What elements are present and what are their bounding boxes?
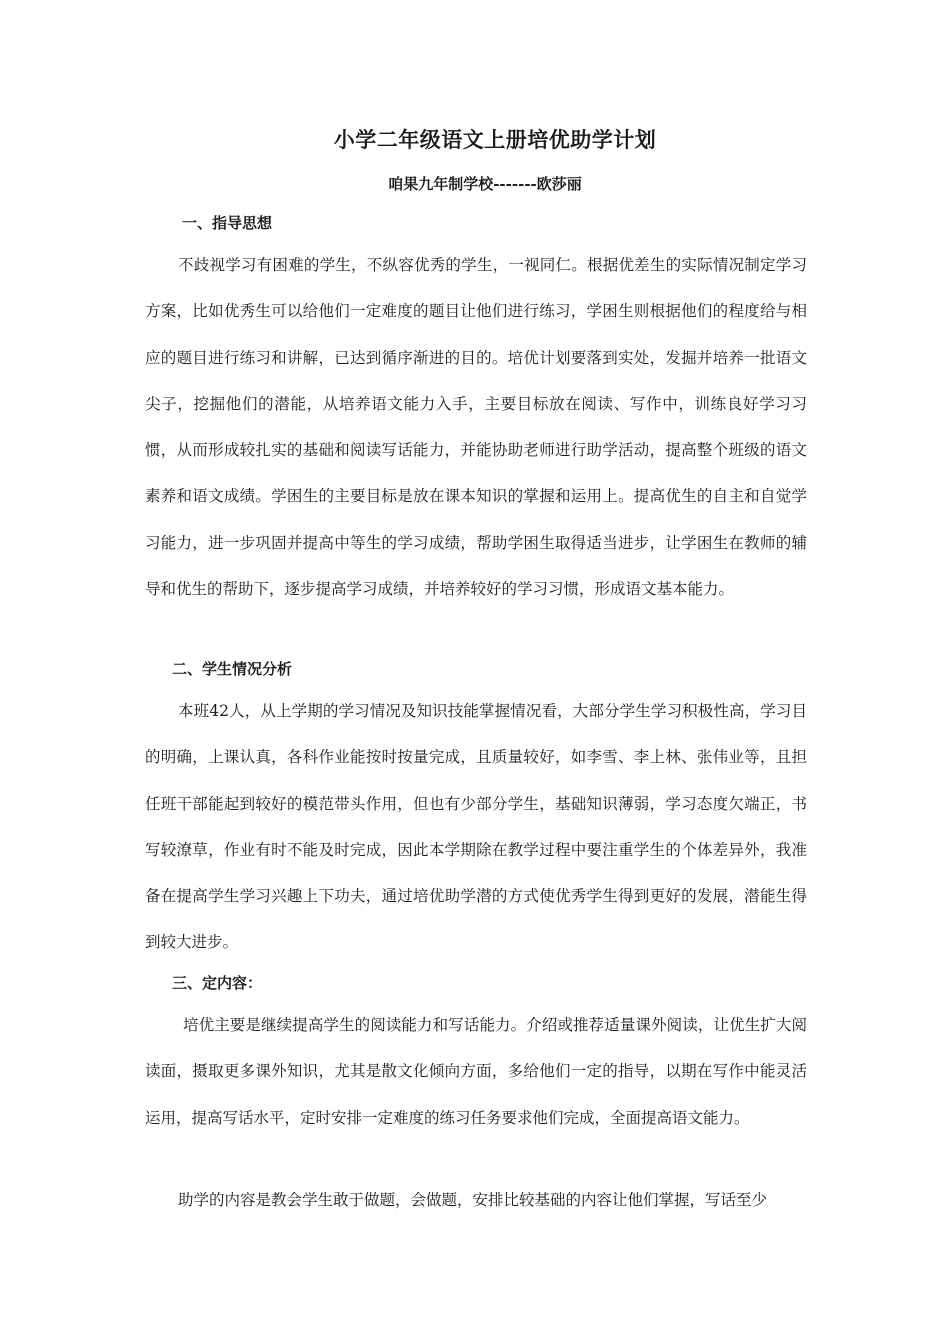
document-title: 小学二年级语文上册培优助学计划 [333,127,657,152]
paragraph-student-analysis: 本班42人，从上学期的学习情况及知识技能掌握情况看，大部分学生学习积极性高，学习目的明确，上课认真，各科作业能按时按量完成，且质量较好，如李雪、李上林、张伟业等，且担任班干部能起到较好的模范带头作用，但也有少部分学生，基础知识薄弱，学习态度欠端正，书写较潦草，作业有时不能及时完成，因此本学期除在教学过程中要注重学生的个体差异外，我准备在提高学生学习兴趣上下功夫，通过培优助学潜的方式使优秀学生得到更好的发展，潜能生得到较大进步。 [145,702,807,952]
document-author-line: 咱果九年制学校-------欧莎丽 [388,175,582,193]
section-heading-student-analysis: 二、学生情况分析 [172,660,293,678]
section-heading-content: 三、定内容： [172,974,263,992]
section-heading-guiding-ideology: 一、指导思想 [182,214,273,232]
paragraph-content-support: 助学的内容是教会学生敢于做题，会做题，安排比较基础的内容让他们掌握，写话至少 [178,1191,768,1209]
paragraph-content-enrichment: 培优主要是继续提高学生的阅读能力和写话能力。介绍或推荐适量课外阅读，让优生扩大阅读面，摄取更多课外知识，尤其是散文化倾向方面，多给他们一定的指导，以期在写作中能灵活运用，提高写话水平，定时安排一定难度的练习任务要求他们完成，全面提高语文能力。 [145,1016,807,1127]
paragraph-guiding-ideology: 不歧视学习有困难的学生，不纵容优秀的学生，一视同仁。根据优差生的实际情况制定学习方案，比如优秀生可以给他们一定难度的题目让他们进行练习，学困生则根据他们的程度给与相应的题目进行练习和讲解，已达到循序渐进的目的。培优计划要落到实处，发掘并培养一批语文尖子，挖掘他们的潜能，从培养语文能力入手，主要目标放在阅读、写作中，训练良好学习习惯，从而形成较扎实的基础和阅读写话能力，并能协助老师进行助学活动，提高整个班级的语文素养和语文成绩。学困生的主要目标是放在课本知识的掌握和运用上。提高优生的自主和自觉学习能力，进一步巩固并提高中等生的学习成绩，帮助学困生取得适当进步，让学困生在教师的辅导和优生的帮助下，逐步提高学习成绩，并培养较好的学习习惯，形成语文基本能力。 [145,256,807,599]
